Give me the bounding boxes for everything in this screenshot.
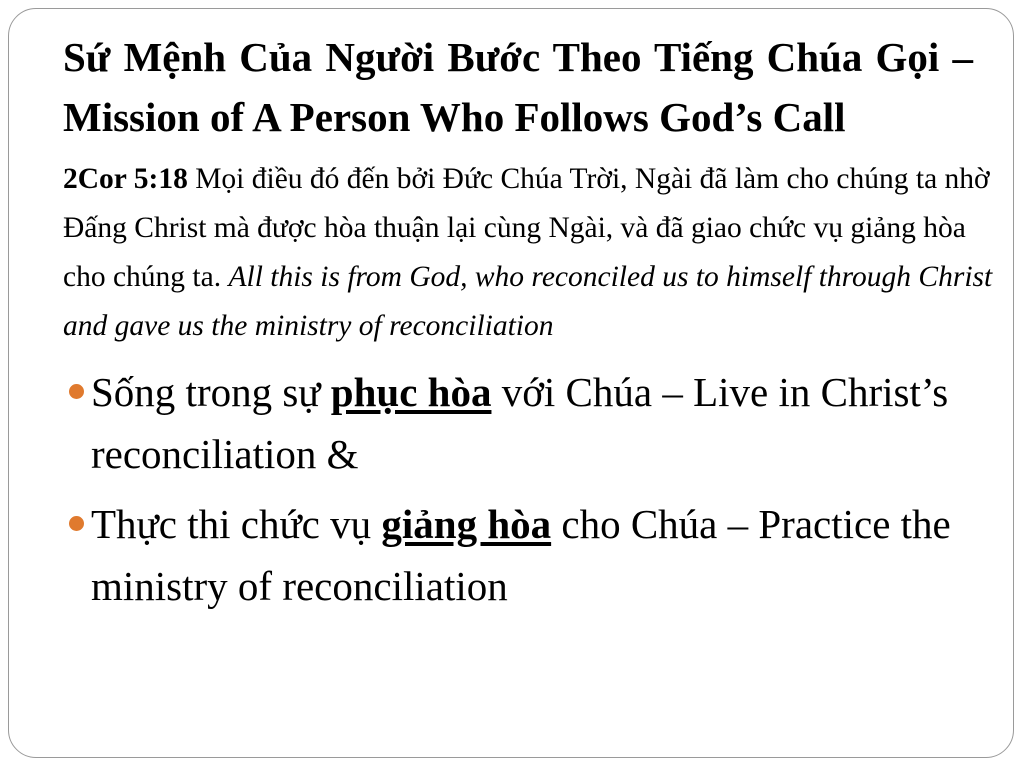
bullet-dot-icon [69, 384, 84, 399]
verse-vietnamese-text: Mọi điều đó đến bởi Đức Chúa Trời, Ngài đã làm cho chúng ta nhờ Đấng Christ mà được hòa thuận lại cùng Ngài, và đã giao chức vụ giảng hòa cho chúng ta. [63, 163, 990, 293]
bullet-list [63, 361, 973, 617]
slide-title: Sứ Mệnh Của Người Bước Theo Tiếng Chúa Gọi – Mission of A Person Who Follows God’s Call [63, 34, 973, 140]
bullet-text-before: Sống trong sự [91, 369, 331, 415]
bullet-item-ministry [63, 493, 973, 617]
verse-english-text: All this is from God, who reconciled us to himself through Christ and gave us the ministry of reconciliation [63, 261, 993, 342]
bible-verse [63, 155, 998, 351]
bullet-keyword: giảng hòa [381, 501, 552, 547]
bullet-text-after: cho Chúa – Practice the ministry of reconciliation [91, 501, 951, 609]
bullet-text-before: Thực thi chức vụ [91, 501, 382, 547]
verse-reference: 2Cor 5:18 [63, 163, 188, 195]
bullet-keyword: phục hòa [330, 369, 492, 415]
bullet-item-reconciliation [63, 361, 973, 485]
bullet-text-after: với Chúa – Live in Christ’s reconciliation & [91, 369, 949, 477]
slide-content [63, 27, 993, 625]
slide-frame [8, 8, 1014, 758]
bullet-dot-icon [69, 516, 84, 531]
